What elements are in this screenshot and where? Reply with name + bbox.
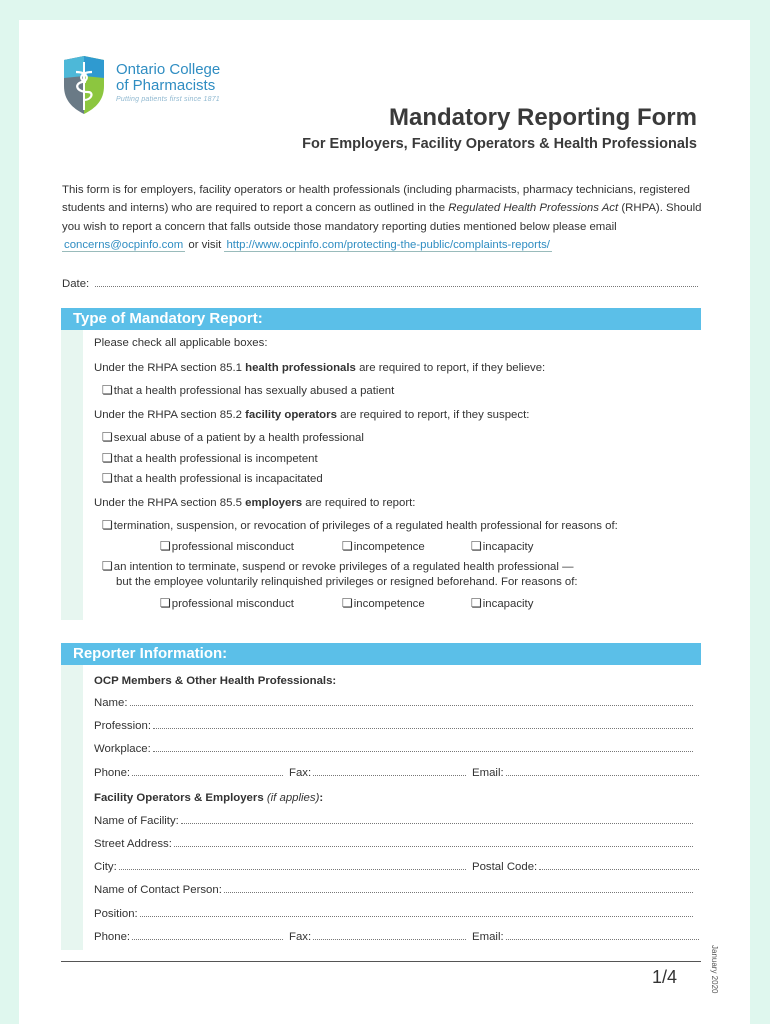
facility-heading-note: (if applies)	[266, 792, 320, 804]
position-field-row	[94, 908, 699, 920]
email-input-line[interactable]	[506, 775, 699, 776]
page-title: Mandatory Reporting Form	[388, 104, 697, 131]
fax-input-line[interactable]	[313, 939, 466, 940]
emp-intro	[94, 497, 415, 509]
logo-tagline: Putting patients first since 1871	[116, 96, 220, 103]
street-label: Street Address:	[94, 838, 172, 850]
section-type-of-report-header: Type of Mandatory Report:	[61, 308, 701, 330]
fax-input-line[interactable]	[313, 775, 466, 776]
intro-text-2: (RHPA). Should you wish to report a concern that falls outside those mandatory reporting duties mentioned below please email	[62, 202, 702, 233]
emp-option-termination[interactable]	[102, 518, 618, 532]
section-side-strip	[61, 665, 83, 950]
facility-heading-bold: Facility Operators & Employers	[94, 792, 264, 804]
emp-intro-post: are required to report:	[302, 497, 416, 509]
facility-heading	[94, 792, 323, 804]
section-side-strip	[61, 330, 83, 620]
contact-numbers-row-2	[94, 931, 699, 943]
ocp-members-heading: OCP Members & Other Health Professionals:	[94, 675, 337, 687]
option-label: that a health professional is incompetent	[113, 453, 318, 465]
postal-group	[472, 861, 699, 873]
date-input-line[interactable]	[95, 286, 698, 287]
caduceus-shield-icon	[60, 56, 108, 114]
facility-heading-colon: :	[319, 792, 324, 804]
option-label: that a health professional is incapacitated	[113, 473, 323, 485]
fax-label: Fax:	[289, 931, 312, 943]
facility-name-field-row	[94, 815, 699, 827]
reason-label: incompetence	[353, 598, 425, 610]
hp-intro-post: are required to report, if they believe:	[355, 362, 546, 374]
contact-numbers-row-1	[94, 767, 699, 779]
checkbox-icon[interactable]: ❏	[102, 430, 113, 444]
reason-label: professional misconduct	[171, 598, 294, 610]
phone-label: Phone:	[94, 931, 131, 943]
name-input-line[interactable]	[130, 705, 693, 706]
position-label: Position:	[94, 908, 138, 920]
reason-incompetence-2[interactable]	[342, 596, 425, 610]
option-label-line2: but the employee voluntarily relinquished privileges or resigned beforehand. For reasons of:	[116, 576, 578, 588]
postal-label: Postal Code:	[472, 861, 538, 873]
email-label: Email:	[472, 767, 504, 779]
section-reporter-info-header: Reporter Information:	[61, 643, 701, 665]
reason-label: incompetence	[353, 541, 425, 553]
fax-label: Fax:	[289, 767, 312, 779]
reason-professional-misconduct-2[interactable]	[160, 596, 294, 610]
contact-person-input-line[interactable]	[224, 892, 693, 893]
fax-group-2	[289, 931, 472, 943]
intro-or-visit: or visit	[185, 239, 225, 252]
workplace-input-line[interactable]	[153, 751, 693, 752]
checkbox-icon[interactable]: ❏	[160, 539, 171, 553]
checkbox-icon[interactable]: ❏	[342, 596, 353, 610]
fo-option-incompetent[interactable]	[102, 451, 318, 465]
date-field-row	[62, 278, 698, 290]
street-input-line[interactable]	[174, 846, 693, 847]
name-field-row	[94, 697, 699, 709]
phone-label: Phone:	[94, 767, 131, 779]
reason-label: incapacity	[482, 598, 534, 610]
act-name: Regulated Health Professions Act	[448, 202, 619, 215]
checkbox-icon[interactable]: ❏	[160, 596, 171, 610]
option-label: sexual abuse of a patient by a health professional	[113, 432, 364, 444]
checkbox-icon[interactable]: ❏	[342, 539, 353, 553]
hp-option-sexual-abuse[interactable]	[102, 383, 394, 397]
logo-name-line1: Ontario College	[116, 61, 221, 78]
profession-label: Profession:	[94, 720, 151, 732]
hp-intro-bold: health professionals	[245, 362, 356, 374]
hp-intro-pre: Under the RHPA section 85.1	[94, 362, 246, 374]
contact-person-field-row	[94, 884, 699, 896]
emp-option-intention[interactable]	[102, 559, 573, 573]
fo-option-incapacitated[interactable]	[102, 471, 323, 485]
page-subtitle: For Employers, Facility Operators & Health Professionals	[302, 136, 697, 152]
position-input-line[interactable]	[140, 916, 693, 917]
footer-divider	[61, 961, 701, 962]
facility-name-input-line[interactable]	[181, 823, 693, 824]
email-group-2	[472, 931, 699, 943]
fo-intro-post: are required to report, if they suspect:	[336, 409, 530, 421]
emp-intro-pre: Under the RHPA section 85.5	[94, 497, 246, 509]
city-postal-row	[94, 861, 699, 873]
option-label: termination, suspension, or revocation of privileges of a regulated health professional for reasons of:	[113, 520, 618, 532]
email-input-line[interactable]	[506, 939, 699, 940]
checkbox-icon[interactable]: ❏	[471, 539, 482, 553]
form-page	[19, 20, 750, 1024]
reason-incompetence-1[interactable]	[342, 539, 425, 553]
workplace-field-row	[94, 743, 699, 755]
reason-incapacity-1[interactable]	[471, 539, 533, 553]
option-label: that a health professional has sexually abused a patient	[113, 385, 395, 397]
fax-group	[289, 767, 472, 779]
profession-input-line[interactable]	[153, 728, 693, 729]
date-label: Date:	[62, 278, 90, 290]
fo-intro	[94, 409, 529, 421]
fo-intro-pre: Under the RHPA section 85.2	[94, 409, 246, 421]
reason-professional-misconduct-1[interactable]	[160, 539, 294, 553]
name-label: Name:	[94, 697, 128, 709]
fo-intro-bold: facility operators	[245, 409, 337, 421]
option-label: an intention to terminate, suspend or revoke privileges of a regulated health professional —	[113, 561, 574, 573]
complaints-url-link[interactable]: http://www.ocpinfo.com/protecting-the-public/complaints-reports/	[226, 239, 550, 252]
page-number: 1/4	[652, 967, 678, 987]
phone-input-line[interactable]	[132, 775, 283, 776]
email-link[interactable]: concerns@ocpinfo.com	[64, 239, 184, 252]
logo-name	[116, 62, 220, 94]
city-input-line[interactable]	[119, 869, 466, 870]
profession-field-row	[94, 720, 699, 732]
intro-text-1: This form is for employers, facility operators or health professionals (including pharmacists, pharmacy technicians, registered students and interns) who are required to report a concern as outlined in the	[62, 184, 691, 215]
checkbox-icon[interactable]: ❏	[102, 383, 113, 397]
date-stamp: January 2020	[710, 945, 719, 994]
emp-intro-bold: employers	[245, 497, 303, 509]
reason-label: incapacity	[482, 541, 534, 553]
checkbox-icon[interactable]: ❏	[102, 518, 113, 532]
phone-group	[94, 767, 289, 779]
ocp-logo	[60, 56, 250, 116]
phone-group-2	[94, 931, 289, 943]
city-label: City:	[94, 861, 117, 873]
checkbox-icon[interactable]: ❏	[471, 596, 482, 610]
phone-input-line[interactable]	[132, 939, 283, 940]
email-group	[472, 767, 699, 779]
reason-incapacity-2[interactable]	[471, 596, 533, 610]
hp-intro	[94, 362, 545, 374]
intro-paragraph	[62, 181, 702, 255]
workplace-label: Workplace:	[94, 743, 151, 755]
postal-input-line[interactable]	[539, 869, 699, 870]
city-group	[94, 861, 472, 873]
checkbox-icon[interactable]: ❏	[102, 471, 113, 485]
checkbox-icon[interactable]: ❏	[102, 451, 113, 465]
email-label: Email:	[472, 931, 504, 943]
street-field-row	[94, 838, 699, 850]
contact-person-label: Name of Contact Person:	[94, 884, 222, 896]
reason-label: professional misconduct	[171, 541, 294, 553]
logo-name-line2: of Pharmacists	[116, 77, 216, 94]
fo-option-sexual-abuse[interactable]	[102, 430, 364, 444]
checkbox-icon[interactable]: ❏	[102, 559, 113, 573]
facility-name-label: Name of Facility:	[94, 815, 179, 827]
check-instruction: Please check all applicable boxes:	[94, 337, 268, 349]
